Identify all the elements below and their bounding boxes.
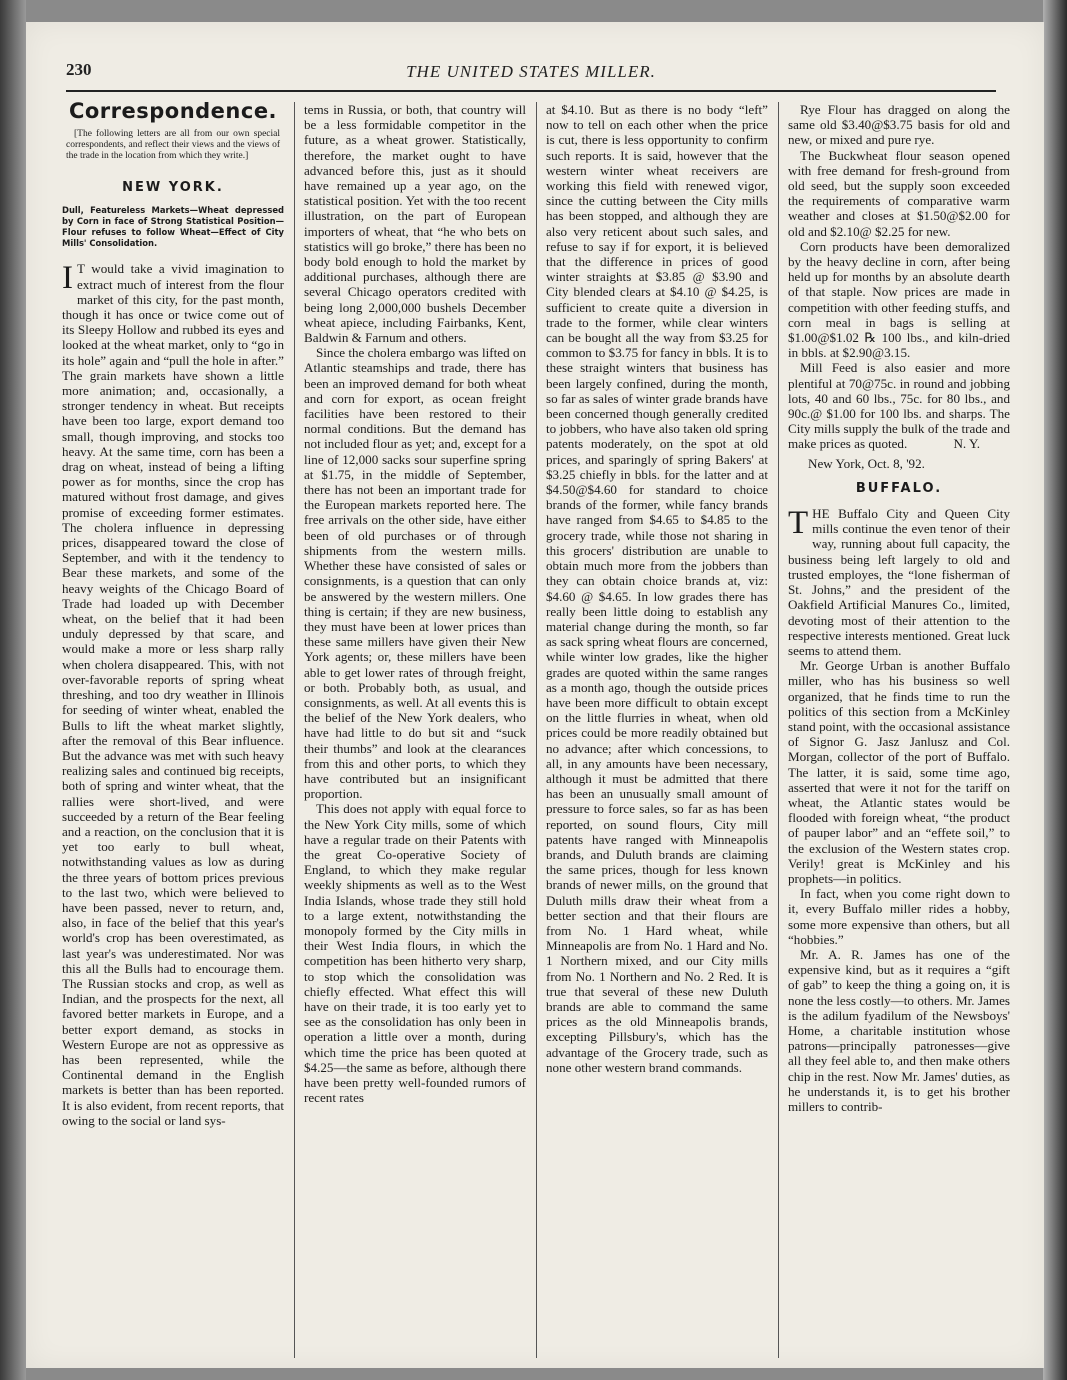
dateline: New York, Oct. 8, '92. xyxy=(808,455,925,471)
article-paragraph: Mr. George Urban is another Buffalo miller, who has his business so well organized, that he finds time to run the politics of this section from a McKinley stand point, with the occasional assistance of Signor G. Jasz Janlusz and Col. Morgan, collector of the port of Buffalo. The latter, it is said, some time ago, asserted that were it not for the tariff on wheat, the Atlantic states would be flooded with foreign wheat, “the product of pauper labor” and an “effete soil,” to the exclusion of the Western states crop. Verily! great is McKinley and his prophets—in politics. xyxy=(788,658,1010,886)
new-york-deck: Dull, Featureless Markets—Wheat depressed by Corn in face of Strong Statistical Position—Flour refuses to follow Wheat—Effect of City Mills' Consolidation. xyxy=(62,205,284,249)
scan-edge-right xyxy=(1043,0,1067,1380)
article-text: Mill Feed is also easier and more plentiful at 70@75c. in round and jobbing lots, 40 and 60 lbs., 75c. for 80 lbs., and 90c.@ $1.00 for 100 lbs. and sharps. The City mills supply the bulk of the trade and make prices as quoted. xyxy=(788,360,1010,452)
article-paragraph: Since the cholera embargo was lifted on Atlantic steamships and trade, there has been an improved demand for both wheat and corn for export, as ocean freight facilities have been restored to their normal conditions. But the demand has not included flour as yet; and, except for a line of 12,000 sacks sour superfine spring at $1.75, in the middle of September, there has not been an important trade for the European markets reported here. The free arrivals on the other side, have either been of old purchases or of through shipments from the western mills. Whether these have consisted of sales or consignments, is a question that can only be answered by the western millers. One thing is certain; if they are new business, they must have been at lower prices than these same millers have given their New York agents; or, these millers have been able to get lower rates of through freight, or both. Probably both, as usual, and consignments, as well. At all events this is the belief of the New York dealers, who have had little to do but sit and “suck their thumbs” and look at the clearances from this and other ports, to which they have contributed but an insignificant proportion. xyxy=(304,345,526,802)
article-paragraph xyxy=(788,360,1010,451)
article-paragraph: tems in Russia, or both, that country will be a less formidable competitor in the future, as a wheat grower. Statistically, therefore, the market ought to have advanced before this, just as it should have remained up a year ago, on the statistical position. Yet with the too recent illustration, on the part of European importers of wheat, that “he who bets on statistics will go broke,” there has been no body bold enough to hold the market by additional purchases, although there are several Chicago operators credited with being long 2,000,000 bushels December wheat apiece, including Fairbanks, Kent, Baldwin & Farnum and others. xyxy=(304,102,526,346)
column-rule xyxy=(536,102,537,1358)
column-4 xyxy=(788,102,1010,1360)
column-3 xyxy=(546,102,768,1360)
article-paragraph: Corn products have been demoralized by the heavy decline in corn, after being held up for months by an absolute dearth of that staple. Now prices are made in competition with other feeding stuffs, and corn meal in bags is selling at $1.00@$1.02 ℞ 100 lbs., and kiln-dried in bbls. at $2.90@3.15. xyxy=(788,238,1010,361)
article-paragraph: at $4.10. But as there is no body “left” now to tell on each other when the price is cut, there is less opportunity to confirm such reports. It is said, however that the western winter wheat receivers are working this field with renewed vigor, since the cutting between the City mills has been stopped, and although they are also very reticent about such sales, and refuse to say if for export, it is believed that the difference in prices of good winter straights at $3.85 @ $3.90 and City blended clears at $4.10 @ $4.25, is sufficient to create quite a diversion in trade to the former, while clear winters can be bought all the way from $3.25 for common to $3.75 for fancy in bbls. It is to these straight winters that business has been largely confined, during the month, so far as sales of winter grade brands have been concerned though generally credited to jobbers, who have also taken old spring patents moderately, on the spot at old prices, and sparingly of spring Bakers' at $3.25 chiefly in bbls. for the latter and at $4.50@$4.60 for standard to choice brands of the former, while fancy brands have ranged from $4.65 to $4.85 to the grocery trade, while those not sharing in this grocers' distribution are unable to obtain much more from the jobbers than they can obtain choice brands at, viz: $4.60 @ $4.65. In low grades there has really been little doing to establish any material change during the month, so far as sack spring wheat flours are concerned, while winter low grades, like the higher grades are quoted within the same ranges as a month ago, though the outside prices have been more difficult to obtain except on the little flurries in wheat, when old prices could be more readily obtained but no advance; after which concessions, to all, in any amounts have been necessary, although it must be admitted that there has been an unusually small amount of pressure to force sales, so far as has been reported, on sound flours, City mill patents have ranged with Minneapolis brands, and Duluth brands are claiming the same prices, though for less known brands of newer mills, on the ground that Duluth mills draw their wheat from a better section and that their flours are from No. 1 Hard wheat, while Minneapolis are from No. 1 Hard and No. 1 Northern mixed, and our City mills from No. 1 Northern and No. 2 Red. It is true that several of these new Duluth brands are able to command the same prices as the old Minneapolis brands, excepting Pillsbury's, which has the advantage of the Grocery trade, such as none other western brand commands. xyxy=(546,102,768,1075)
column-rule xyxy=(294,102,295,1358)
scan-edge-left xyxy=(0,0,26,1380)
newspaper-page xyxy=(26,22,1044,1368)
article-paragraph: The Buckwheat flour season opened with free demand for fresh-ground from old seed, but the supply soon exceeded the requirements of comparative warm weather and closes at $1.50@$2.00 for old and $2.10@ $2.25 for new. xyxy=(788,147,1010,239)
publication-title: THE UNITED STATES MILLER. xyxy=(406,62,656,81)
drop-cap: T xyxy=(788,505,809,542)
page-number: 230 xyxy=(66,60,92,79)
section-title: Correspondence. xyxy=(68,102,278,123)
correspondent-signature: N. Y. xyxy=(953,436,980,452)
column-rule xyxy=(778,102,779,1358)
buffalo-lead-paragraph xyxy=(788,506,1010,658)
article-paragraph: Mr. A. R. James has one of the expensive kind, but as it requires a “gift of gab” to keep the thing a going on, it is none the less costly—to others. Mr. James is the adilum fyadilum of the Newsboys' Home, a charitable institution whose patrons—principally patronesses—give all they feel able to, and then make others chip in the rest. Now Mr. James' duties, as he understands it, is to get his brother millers to contrib- xyxy=(788,946,1010,1114)
new-york-heading: NEW YORK. xyxy=(122,180,224,196)
page-header xyxy=(66,60,996,92)
article-paragraph: In fact, when you come right down to it, every Buffalo miller rides a hobby, some more expensive than others, but all “hobbies.” xyxy=(788,886,1010,947)
new-york-lead-text: T would take a vivid imagination to extract much of interest from the flour market of this city, for the past month, though it has once or twice come out of its Sleepy Hollow and rubbed its eyes and looked at the wheat market, only to “go in its hole” again and “pull the hole in after.” The grain markets have shown a little more animation; and, occasionally, a stronger tendency in wheat. But receipts have been too large, export demand too small, though improving, and stocks too heavy. At the same time, corn has been a drag on wheat, instead of being a lifting power as for months, since the crop has matured without frost damage, and gives promise of exceeding former estimates. The cholera influence in depressing prices, disappeared toward the close of September, and with it the tendency to Bear these markets, and some of the heavy weights of the Chicago Board of Trade had loaded up with December wheat, on the belief that it had been unduly depressed by that scare, and would make a more or less sharp rally when cholera disappeared. This, with not over-favorable reports of spring wheat threshing, and too dry weather in Illinois for seeding of winter wheat, enabled the Bulls to lift the wheat market slightly, after the removal of this Bear influence. But the advance was met with such heavy realizing sales and continued big receipts, both of spring and winter wheat, that the rallies were short-lived, and were succeeded by a return of the Bear feeling and a reaction, on the conclusion that it is yet too early to bull wheat, notwithstanding values as low as during the three years of bottom prices previous to the last two, which were believed to have been passed, never to return, and, also, in face of the belief that this year's world's crop has been overestimated, as last year's was underestimated. Nor was this all the Bulls had to encourage them. The Russian stocks and crop, as well as Indian, and the prospects for the next, all favored better markets in Europe, and a better export demand, as stocks in Western Europe are not as oppressive as has been represented, while the Continental demand in the English markets is better than has been reported. It is also evident, from recent reports, that owing to the social or land sys- xyxy=(62,261,284,1128)
column-1 xyxy=(62,102,284,1360)
article-columns xyxy=(62,102,1010,1362)
article-paragraph: This does not apply with equal force to the New York City mills, some of which have a regular trade on their Patents with the great Co-operative Society of England, to which they make regular weekly shipments as well as to the West India Islands, whose trade they still hold to a large extent, notwithstanding the monopoly formed by the City mills in their West India flours, in which the competition has been hitherto very sharp, to stop which the consolidation was chiefly effected. What effect this will have on their trade, it is too early yet to see as the consolidation has only been in operation a little over a month, during which time the price has been quoted at $4.25—the same as before, although there have been pretty well-founded rumors of recent rates xyxy=(304,801,526,1106)
intro-note: [The following letters are all from our own special correspondents, and reflect their views and the views of the trade in the location from which they write.] xyxy=(66,129,280,162)
drop-cap: I xyxy=(62,260,73,297)
column-2 xyxy=(304,102,526,1360)
buffalo-heading: BUFFALO. xyxy=(855,480,943,496)
new-york-lead-paragraph xyxy=(62,261,284,1128)
article-paragraph: Rye Flour has dragged on along the same old $3.40@$3.75 basis for old and new, or mixed and pure rye. xyxy=(788,102,1010,148)
buffalo-lead-text: HE Buffalo City and Queen City mills continue the even tenor of their way, running about full capacity, the business being left largely to old and trusted employes, the “lone fisherman of St. Johns,” and the president of the Oakfield Artificial Manures Co., limited, devoting most of their attention to the respective interests mentioned. Great luck seems to attend them. xyxy=(788,506,1010,658)
